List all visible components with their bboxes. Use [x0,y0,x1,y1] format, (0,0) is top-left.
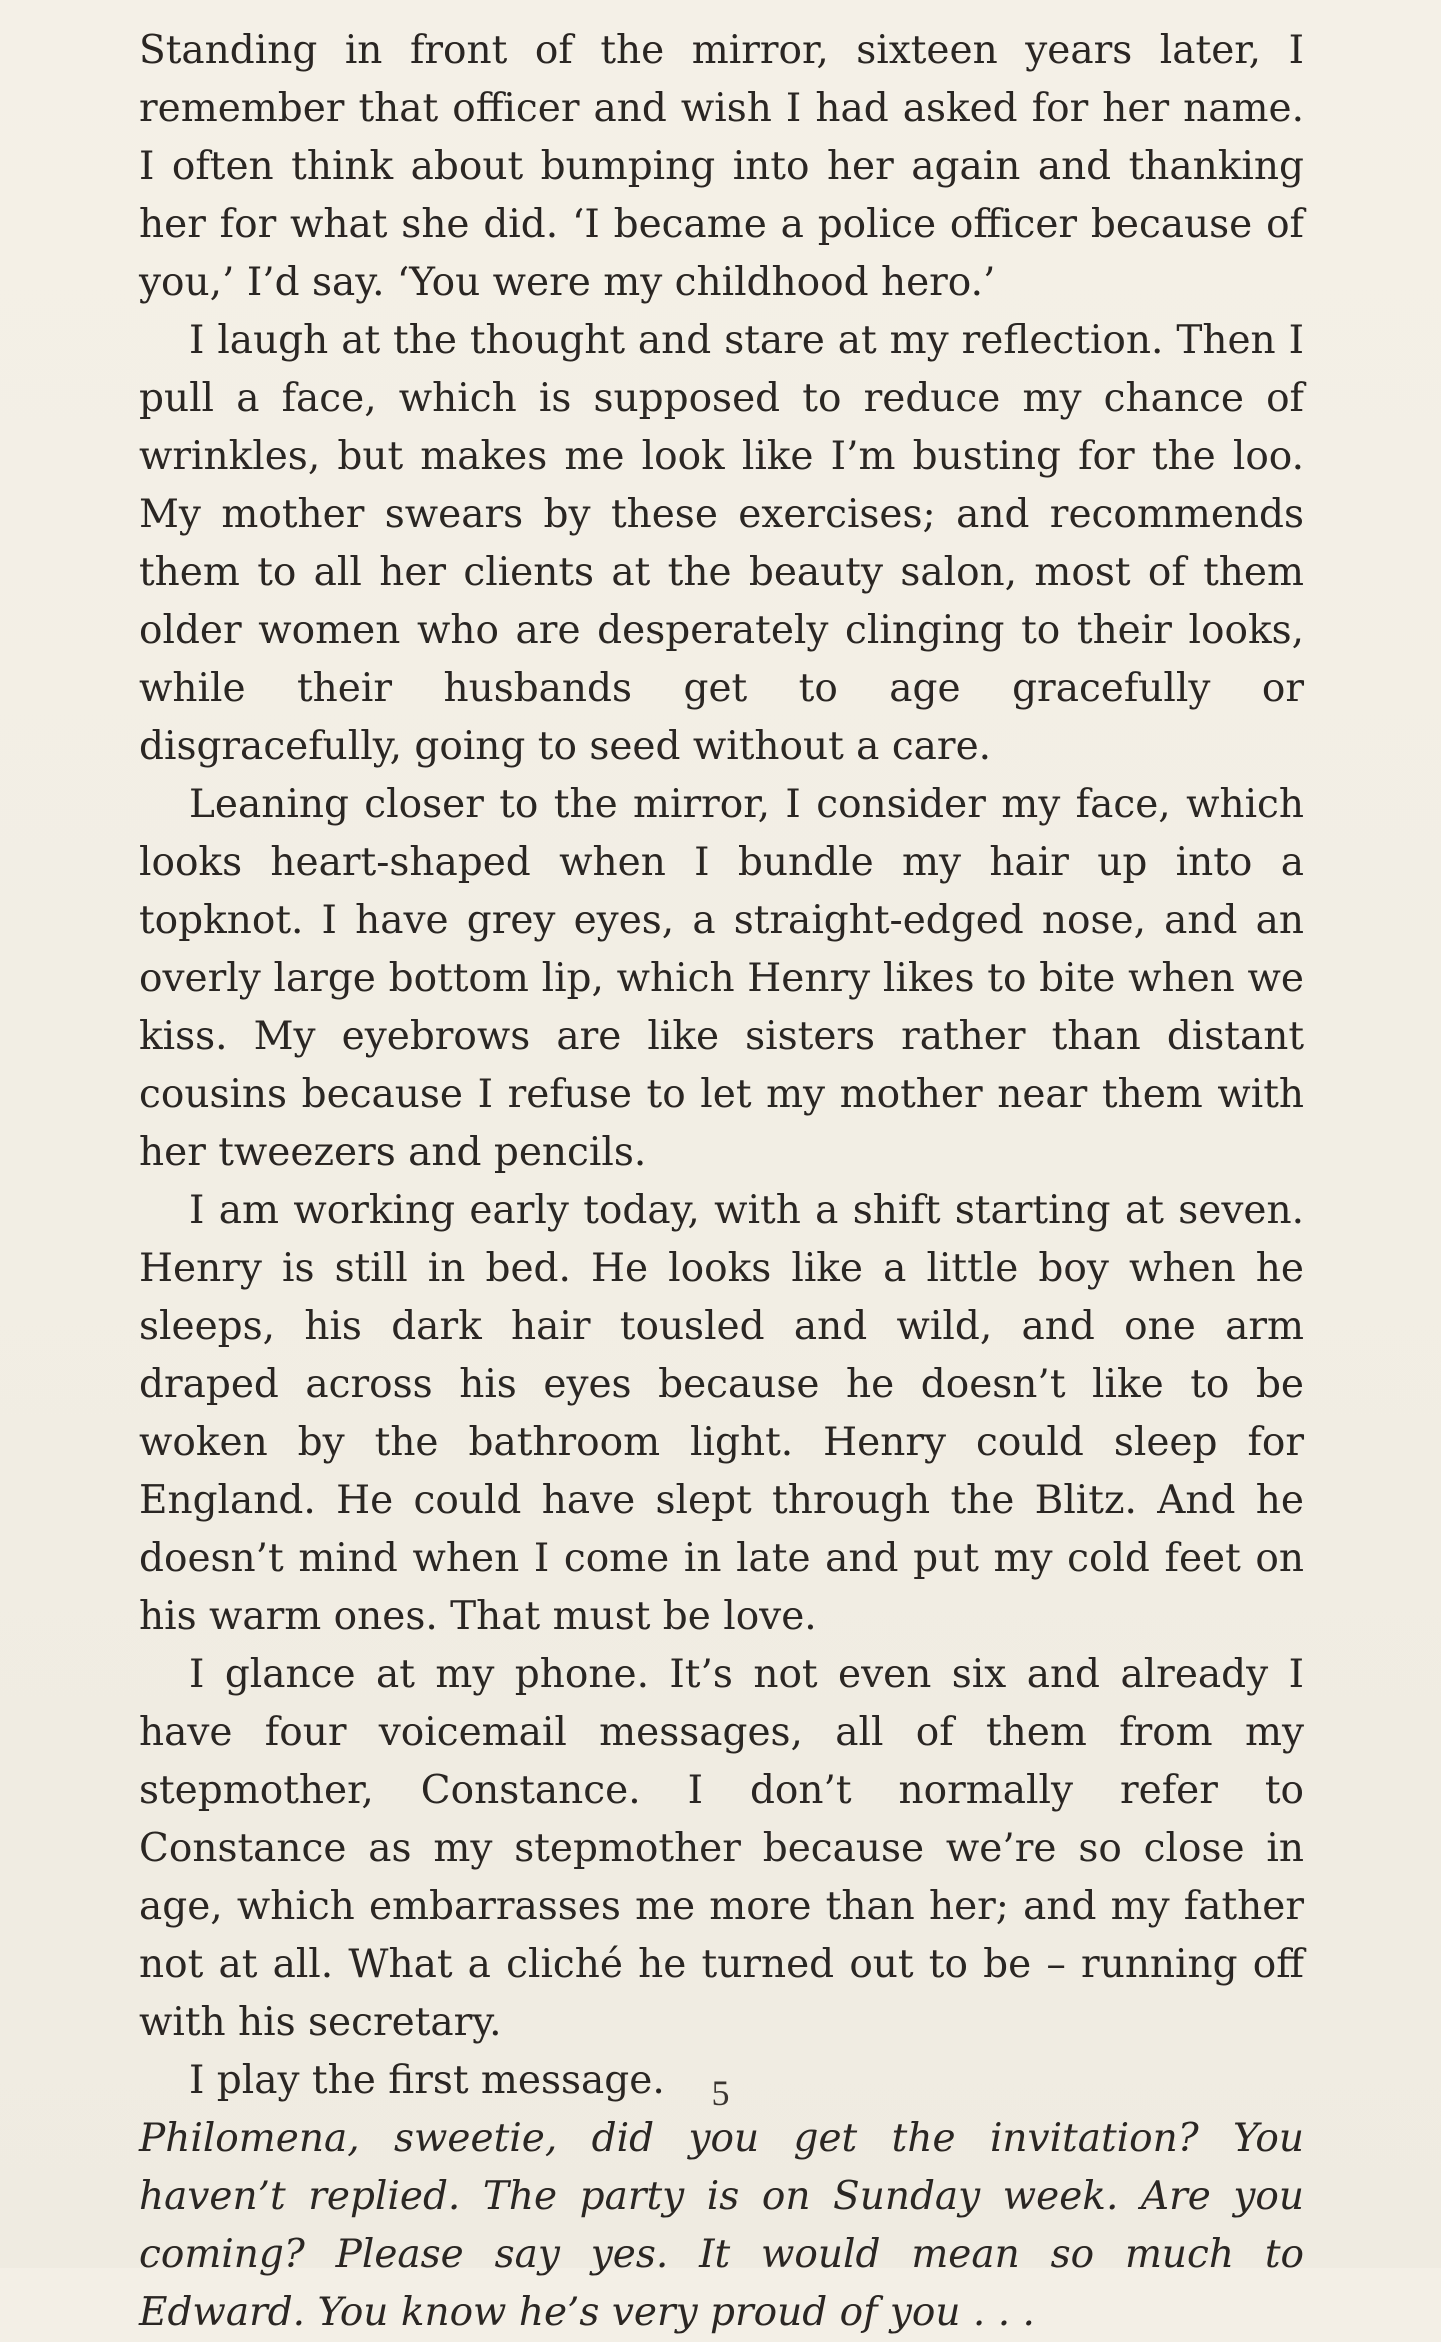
paragraph-5: I glance at my phone. It’s not even six and already I have four voicemail messages, all of them from my stepmother, Constance. I don’t normally refer to Constance as my stepmother because we’re so close in age, which embarrasses me more than her; and my father not at all. What a cliché he turned out to be – running off with his secretary. [139,1652,1304,2045]
body-text [139,22,1304,2342]
paragraph-4: I am working early today, with a shift starting at seven. Henry is still in bed. He looks like a little boy when he sleeps, his dark hair tousled and wild, and one arm draped across his eyes because he doesn’t like to be woken by the bathroom light. Henry could sleep for England. He could have slept through the Blitz. And he doesn’t mind when I come in late and put my cold feet on his warm ones. That must be love. [139,1188,1304,1639]
page-number: 5 [711,2073,730,2113]
paragraph-2: I laugh at the thought and stare at my reflection. Then I pull a face, which is supposed to reduce my chance of wrinkles, but makes me look like I’m busting for the loo. My mother swears by these exercises; and recommends them to all her clients at the beauty salon, most of them older women who are desperately clinging to their looks, while their husbands get to age gracefully or disgracefully, going to seed without a care. [139,318,1304,769]
paragraph-6: I play the first message. [189,2058,665,2103]
paragraph-1: Standing in front of the mirror, sixteen years later, I remember that officer and wish I had asked for her name. I often think about bumping into her again and thanking her for what she did. ‘I became a police officer because of you,’ I’d say. ‘You were my childhood hero.’ [139,28,1304,305]
paragraph-3: Leaning closer to the mirror, I consider my face, which looks heart-shaped when I bundle my hair up into a topknot. I have grey eyes, a straight-edged nose, and an overly large bottom lip, which Henry likes to bite when we kiss. My eyebrows are like sisters rather than distant cousins because I refuse to let my mother near them with her tweezers and pencils. [139,782,1304,1175]
voicemail-message: Philomena, sweetie, did you get the invitation? You haven’t replied. The party is on Sunday week. Are you coming? Please say yes. It would mean so much to Edward. You know he’s very proud of you . . . [139,2116,1304,2335]
